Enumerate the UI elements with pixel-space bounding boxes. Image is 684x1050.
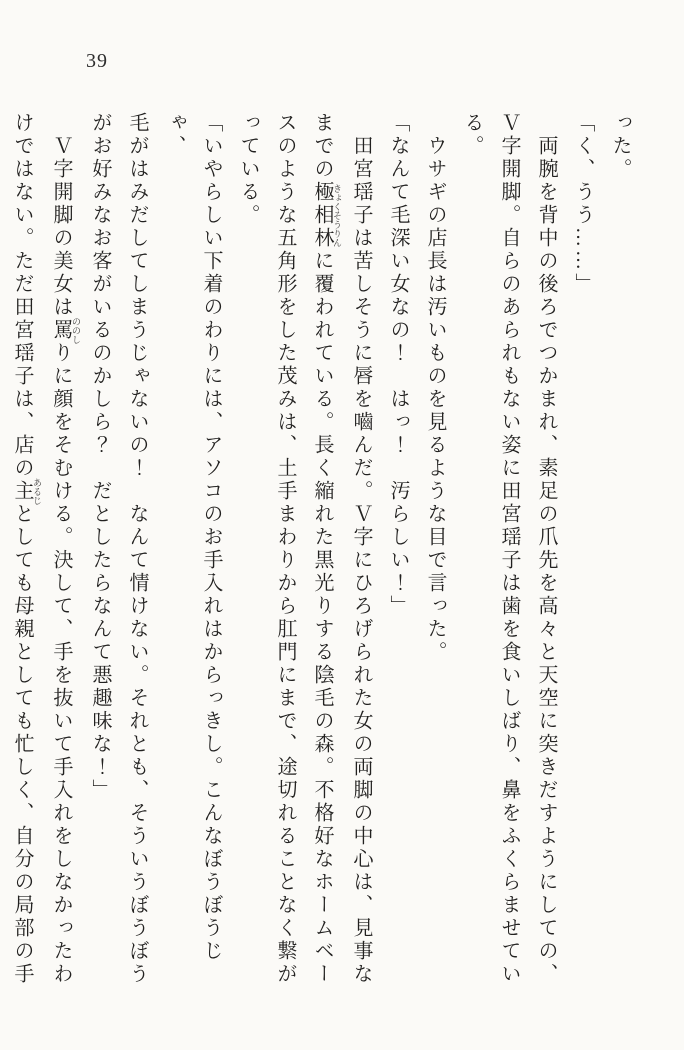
text-line: 「なんて毛深い女なの！ はっ！ 汚らしい！」 [387,112,409,618]
ruby-annotated-word: 罵 ののし [50,317,81,344]
text-line: 田宮瑶子は苦しそうに唇を嚙んだ。Ｖ字にひろげられた女の両脚の中心は、見事な [350,135,372,986]
text-line: Ｖ字開脚。自らのあられもない姿に田宮瑶子は歯を食いしばり、鼻をふくらませてい [498,112,520,986]
page-number: 39 [86,50,108,72]
text-line: 両腕を背中の後ろでつかまれ、素足の爪先を高々と天空に突きだすようにしての、 [535,135,557,986]
ruby-annotated-word: 主 あるじ [11,478,42,505]
text-line: 毛がはみだしてしまうじゃないの！ なんて情けない。それとも、そういうぼうぼう [126,112,148,986]
text-area [11,112,638,992]
text-line: った。 [609,112,631,181]
text-line: けではない。ただ田宮瑶子は、店の主 あるじとしても母親としても忙しく、自分の局部の手 [11,112,42,986]
text-line: Ｖ字開脚の美女は罵 ののしりに顔をそむける。決して、手を抜いて手入れをしなかったわ [50,135,81,986]
text-line: 「く、うう……」 [572,112,594,296]
text-line: スのような五角形をした茂みは、土手まわりから肛門にまで、途切れることなく繋が [274,112,296,986]
ruby-annotated-word: 極相林 きょくそうりん [311,181,342,250]
text-line: る。 [461,112,483,158]
text-line: がお好みなお客がいるのかしら？ だとしたらなんて悪趣味な！」 [89,112,111,802]
text-line: っている。 [237,112,259,227]
text-line: 「いやらしい下着のわりには、アソコのお手入れはからっきし。こんなぼうぼうじゃ、 [163,112,222,963]
text-line: ウサギの店長は汚いものを見るような目で言った。 [424,135,446,664]
text-line: までの極相林 きょくそうりんに覆われている。長く縮れた黒光りする陰毛の森。不格好なホームベー [311,112,342,986]
